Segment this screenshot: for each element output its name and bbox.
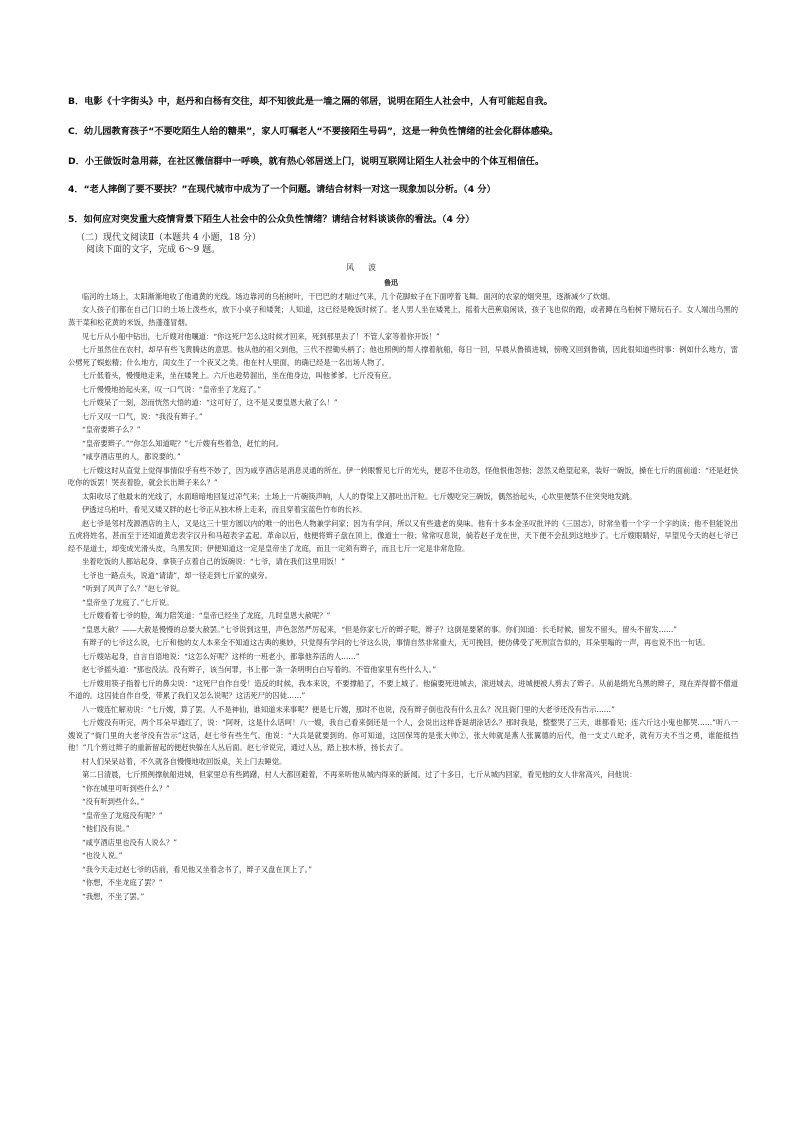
passage-paragraph: 见七斤从小船中钻出，七斤嫂对他嚷道：“你这死尸怎么这时候才回来，死到那里去了！不管人家等着你开饭！” [82,331,440,341]
passage-paragraph: 有辫子的七爷这么说，七斤和他的女人本来全不知道这古典的奥妙，只觉得有学问的七爷这么说，事情自然非常重大，无可挽回，便仿佛受了死刑宣告似的，耳朵里嗡的一声，再也说不出一句话。 [82,638,710,648]
passage-paragraph: 坐着吃饭的人都站起身，拿筷子点着自己的饭碗说：“七爷，请在我们这里用饭！” [82,557,345,567]
passage-paragraph: “皇恩大赦？——大赦是慢慢的总要大赦罢。”七爷说到这里，声色忽然严厉起来，“但是你家七斤的辫子呢，辫子？这倒是要紧的事。你们知道：长毛时候，留发不留头，留头不留发……” [82,624,678,634]
passage-paragraph: 太阳收尽了他最末的光线了，水面暗暗地回复过凉气来；土场上一片碗筷声响，人人的脊梁上又都吐出汗粒。七斤嫂吃完三碗饭，偶然抬起头，心坎里便禁不住突突地发跳。 [82,491,637,501]
passage-paragraph: 七斤低着头，慢慢地走来，坐在矮凳上。六斤也趁势溜出，坐在他身边，叫他爹爹。七斤没有应。 [82,371,396,381]
passage-paragraph: “咸亨酒店里也没有人说么？” [82,837,178,847]
passage-paragraph: 第二日清晨，七斤照例撑航船进城，但家里总有些踌躇，村人大都回避着，不再来听他从城内得来的新闻。过了十多日，七斤从城内回家，看见他的女人非常高兴，问他说： [82,770,637,780]
passage-paragraph: 七斤嫂站起身，自言自语地说：“这怎么好呢？这样的一班老小，都靠他养活的人……” [82,651,360,661]
passage-author: 鲁迅 [384,278,398,287]
passage-paragraph: “皇帝坐了龙庭了。”七斤说。 [82,597,174,607]
passage-paragraph: “咸亨酒店里的人，都说要的。” [82,452,181,462]
passage-paragraph: 七斤嫂用筷子指着七斤的鼻尖说：“这死尸自作自受！造反的时候，我本来说，不要撑船了，不要上城了。他偏要死进城去，滚进城去，进城便被人剪去了辫子。从前是绢光乌黑的辫子，现在弄得僧不僧道不道的。这囚徒自作自受，带累了我们又怎么说呢？这活死尸的囚徒……” [68,678,738,701]
passage-paragraph: 七斤慢慢地抬起头来，叹一口气说：“皇帝坐了龙庭了。” [82,384,261,394]
passage-title: 风波 [346,263,390,272]
passage-paragraph: 七斤嫂看着七爷的脸，竭力陪笑道：“皇帝已经坐了龙庭，几时皇恩大赦呢？” [82,611,331,621]
passage-paragraph: “我今天走过赵七爷的店前，看见他又坐着念书了，辫子又盘在顶上了。” [82,864,313,874]
section-heading: （二）现代文阅读Ⅱ（本题共 4 小题，18 分） [76,233,261,243]
section-instruction: 阅读下面的文字，完成 6～9 题。 [86,245,221,255]
passage-paragraph: “皇帝要辫子。”“你怎么知道呢？”七斤嫂有些着急，赶忙的问。 [82,438,283,448]
passage-paragraph: 七斤嫂呆了一刻，忽而恍然大悟的道：“这可好了，这不是又要皇恩大赦了么！” [82,398,338,408]
passage-paragraph: 七斤嫂没有听完，两个耳朵早通红了，说：“阿呀，这是什么话呵！八一嫂，我自己看来倒还是一个人，会说出这样昏诞胡涂话么？那时我是，整整哭了三天，谁都看见；连六斤这小鬼也都哭……”听八一嫂说了“衙门里的大老爷没有告示”这话，赵七爷有些生气。他说：“大兵是就要到的。你可知道，这回保驾的是张大帅②，张大帅就是燕人张翼德的后代，他一支丈八蛇矛，就有万夫不当之勇，谁能抵挡他！”几个剪过辫子的重新留起的便赶快躲在人丛后面。赵七爷说完，通过人丛，踏上独木桥，扬长去了。 [68,718,738,753]
option-c: C．幼儿园教育孩子“不要吃陌生人给的糖果”，家人叮嘱老人“不要接陌生号码”，这是一种负性情绪的社会化群体感染。 [68,126,559,137]
passage-paragraph: “也没人说。” [82,851,123,861]
passage-paragraph: 女人孩子们都在自己门口的土场上泼些水，放下小桌子和矮凳；人知道，这已经是晚饭时候了。老人男人坐在矮凳上，摇着大芭蕉扇闲谈，孩子飞也似的跑，或者蹲在乌桕树下赌玩石子。女人端出乌黑的蒸干菜和松花黄的米饭，热蓬蓬冒烟。 [68,305,738,328]
passage-body [68,291,738,904]
passage-paragraph: 七斤又叹一口气，说：“我没有辫子。” [82,411,203,421]
passage-paragraph: 七斤虽然住在农村，却早有些飞黄腾达的意思。他从他的祖父到他，三代不捏锄头柄了；他也照例的帮人撑着航船，每日一回，早晨从鲁镇进城，傍晚又回到鲁镇，因此很知道些时事：例如什么地方，雷公劈死了蜈蚣精；什么地方，闺女生了一个夜叉之类。他在村人里面，的确已经是一名出场人物了。 [68,345,738,367]
passage-paragraph: “听到了风声了么？”赵七爷说。 [82,584,185,594]
option-d: D．小王做饭时急用蒜，在社区微信群中一呼唤，就有热心邻居送上门，说明互联网让陌生人社会中的个体互相信任。 [68,156,545,167]
passage-paragraph: “皇帝坐了龙庭没有呢？” [82,810,163,820]
passage-paragraph: 八一嫂连忙解劝说：“七斤嫂，算了罢。人不是神仙，谁知道未来事呢？便是七斤嫂，那时不也说，没有辫子倒也没有什么丑么？况且衙门里的大老爷还没有告示……” [82,704,615,714]
passage-paragraph: “皇帝要辫子么？” [82,425,141,435]
passage-paragraph: 村人们呆呆站着，不久就各自慢慢地收回饭桌，关上门去睡觉。 [82,756,287,766]
option-b: B．电影《十字街头》中，赵丹和白杨有交往，却不知彼此是一墙之隔的邻居，说明在陌生人社会中，人有可能起自我。 [68,96,553,107]
passage-paragraph: 赵七爷是邻村茂源酒店的主人，又是这三十里方圆以内的唯一的出色人物兼学问家；因为有学问，所以又有些遗老的臭味。他有十多本金圣叹批评的《三国志》，时常坐着一个字一个字的读；他不但能说出五虎将姓名，甚而至于还知道黄忠表字汉升和马超表字孟起。革命以后，他便将辫子盘在顶上，像道士一般；常常叹息说，倘若赵子龙在世，天下便不会乱到这地步了。七斤嫂眼睛好，早望见今天的赵七爷已经不是道士，却变成光滑头皮，乌黑发顶；伊便知道这一定是皇帝坐了龙庭，而且一定须有辫子，而且七斤一定是非常危险。 [68,518,738,553]
question-4: 4．“老人摔倒了要不要扶？”在现代城市中成为了一个问题。请结合材料一对这一现象加以分析。（4 分） [68,184,496,195]
passage-paragraph: “没有听到些什么。” [82,797,145,807]
passage-paragraph: “他们没有说。” [82,824,130,834]
passage-paragraph: 伊透过乌桕叶，看见又矮又胖的赵七爷正从独木桥上走来，而且穿着宝蓝色竹布的长衫。 [82,505,367,515]
passage-paragraph: “我想，不坐了罢。” [82,891,145,901]
passage-paragraph: “你想，不坐龙庭了罢？” [82,878,163,888]
passage-paragraph: 临河的土场上，太阳渐渐地收了他通黄的光线。场边靠河的乌桕树叶，干巴巴的才喘过气来，几个花脚蚊子在下面哼着飞舞。面河的农家的烟突里，逐渐减少了炊烟。 [82,292,615,301]
passage-paragraph: 赵七爷摇头道：“那也没法。没有辫子，该当何罪，书上都一条一条明明白白写着的。不管他家里有些什么人。” [82,665,437,675]
passage-paragraph: “你在城里可听到些什么？” [82,783,170,793]
question-5: 5．如何应对突发重大疫情背景下陌生人社会中的公众负性情绪？请结合材料谈谈你的看法。（4 分） [68,214,475,225]
passage-paragraph: 七爷也一路点头，说道“请请”，却一径走到七斤家的桌旁。 [82,570,272,580]
passage-paragraph: 七斤嫂这时从直觉上觉得事情似乎有些不妙了，因为咸亨酒店是消息灵通的所在。伊一转眼瞥见七斤的光头，便忍不住动怒，怪他恨他怨他；忽然又绝望起来，装好一碗饭，搡在七斤的面前道：“还是赶快吃你的饭罢！哭丧着脸，就会长出辫子来么？” [68,465,738,488]
